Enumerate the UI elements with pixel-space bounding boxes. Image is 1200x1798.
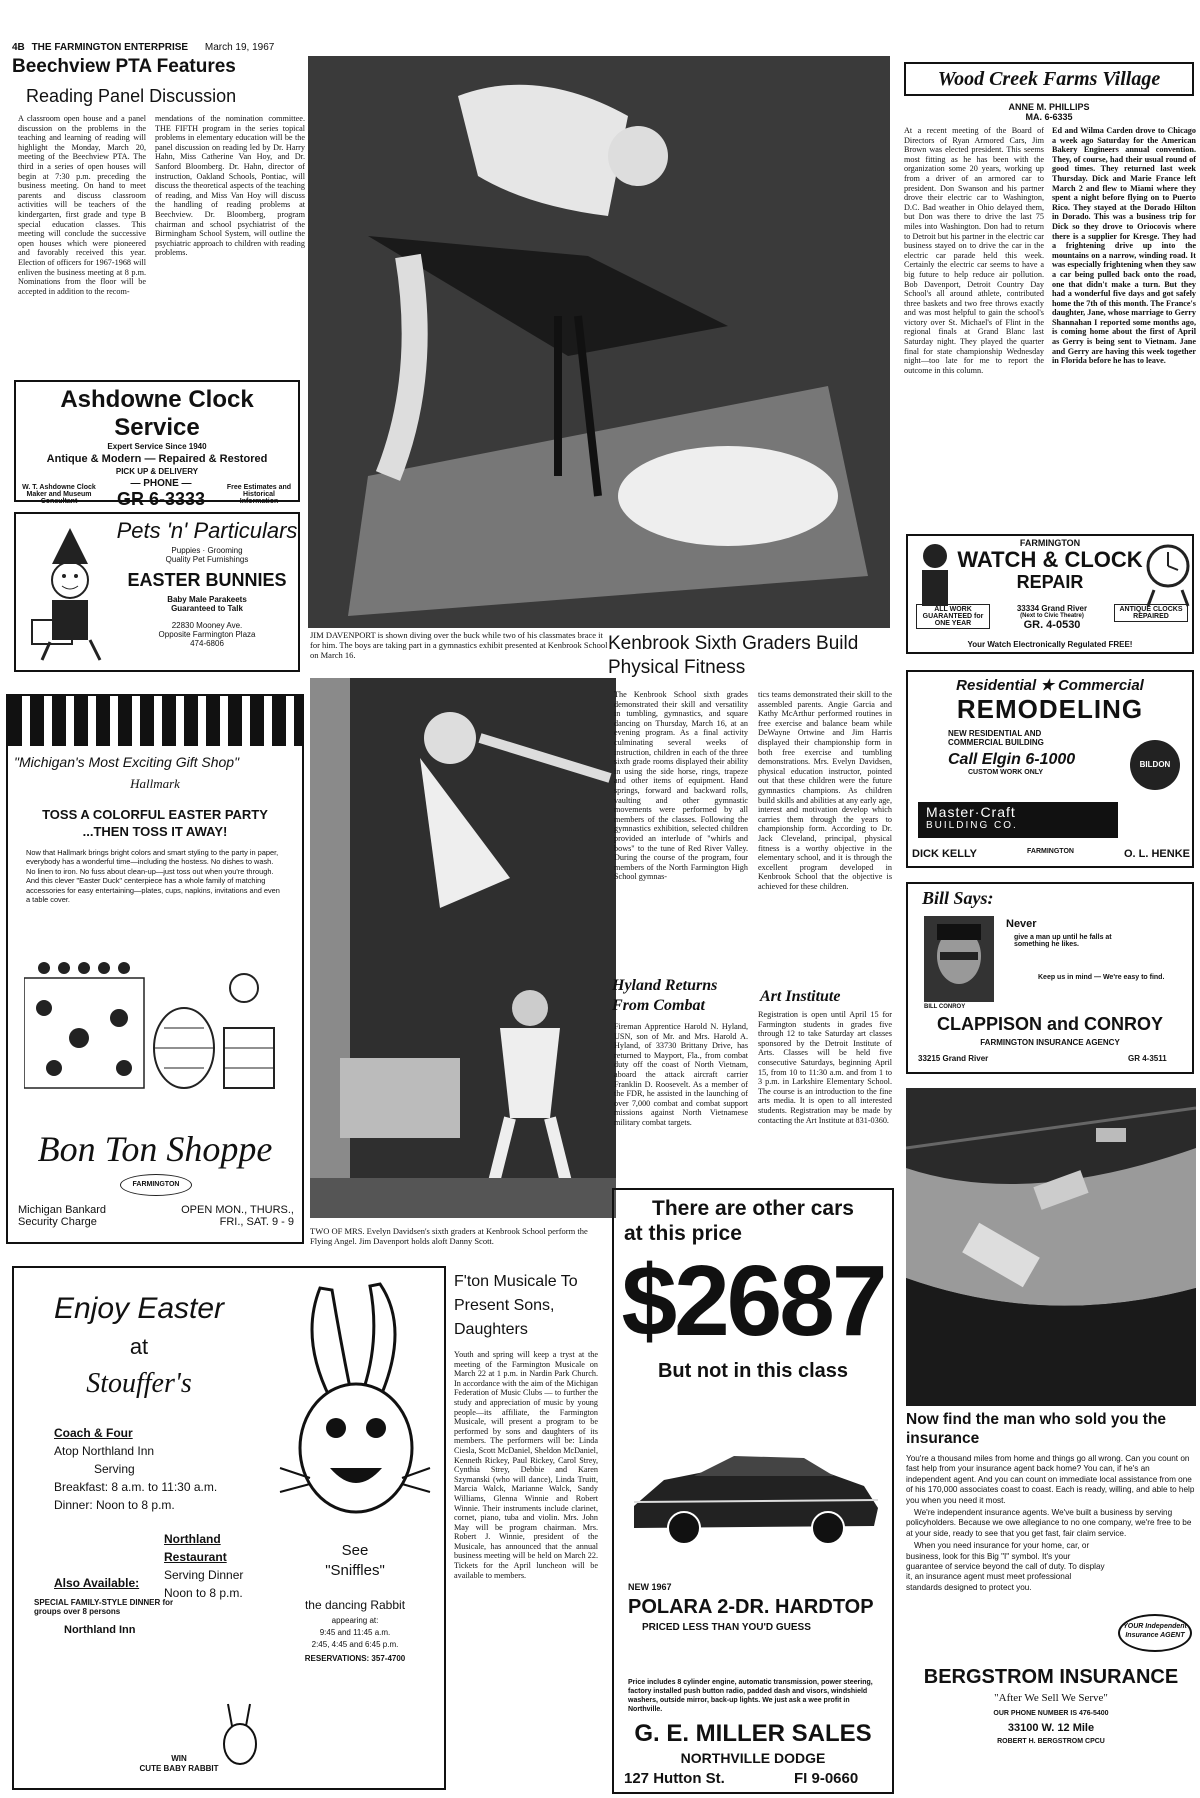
miller-addr: 127 Hutton St. bbox=[624, 1770, 725, 1787]
rabbit-illustration bbox=[270, 1278, 440, 1538]
masthead bbox=[12, 42, 274, 53]
pta-article bbox=[12, 56, 302, 107]
see-label: See bbox=[341, 1542, 369, 1559]
appearing-times-2: 2:45, 4:45 and 6:45 p.m. bbox=[311, 1640, 399, 1649]
woodcreek-banner bbox=[904, 62, 1194, 96]
woodcreek-col-2: Ed and Wilma Carden drove to Chicago a week ago Saturday for the American Bakery Engineers annual convention. They, of course, had their usual round of good times. They returned last week Thursday. Dick and Marie France left March 2 and flew to Miami where they spent a night before flying on to Puerto Rico. They stayed at the Dorado Hilton in Dorado. This was a business trip for Dick so they drove to Oriocovis where there is a supplier for Kresge. They had a frightening drive up into the mountains on a narrow, winding road. It was especially frightening when they saw a car being pulled back onto the road, one that didn't make a turn. But they had a wonderful five days and got safely home the 7th of this month. The France's daughter, Jane, whose marriage to Gerry Shannahan I reported some months ago, is coming home about the first of April as Gerry is being sent to Vietnam. Jane and Gerry are having this week together in Florida before he has to leave. bbox=[1052, 126, 1196, 366]
pets-phone: 474-6806 bbox=[190, 639, 224, 648]
bill-quote-1: Never bbox=[1006, 918, 1037, 930]
dinner-hours: Dinner: Noon to 8 p.m. bbox=[54, 1498, 175, 1512]
bonton-shop-name: Bon Ton Shoppe bbox=[37, 1129, 273, 1169]
art-headline: Art Institute bbox=[760, 988, 841, 1005]
clappison-ad bbox=[906, 882, 1194, 1074]
bill-quote-2: give a man up until he falls at something he likes. bbox=[1014, 934, 1112, 948]
gymnastics-photo-1 bbox=[308, 56, 890, 628]
kenbrook-col-2: tics teams demonstrated their skill to the assembled parents. Angie Garcia and Kathy McArthur performed routines in free exercise and balance beam while DeWayne Ortwine and Jim Harris displayed their championship form in both free exercise and tumbling demonstrations. Mrs. Evelyn Davidsen, physical education instructor, pointed out that these children were the future gymnastics champions. As children build skills and abilities at any early age, interest and motivation develop which carries them through the years to championship form. According to Dr. Jack Cleveland, principal, physical fitness is a worthy objective in the elementary school, and it is through the excellent program developed in Kenbrook School that the objective is achieved for these children. bbox=[758, 690, 892, 891]
ashdowne-ad bbox=[14, 380, 300, 509]
woodcreek-col-1: At a recent meeting of the Board of Directors of Ryan Armored Cars, Jim Brown was elected president. This seems most fitting as he has been with the organization some 20 years, working up from a driver of an armored car to president. Don Swanson and his partner drove their electric car to Washington, D.C. Bad weather in Ohio delayed them, but Don was there to drive the last 75 miles into Washington. Don had to return to Detroit but his partner in the electric car business stayed on to drive the car in the electric car parade held this week. Certainly the electric car seems to have a big future to help reduce air pollution. Bob Davenport, Detroit Country Day School's all around athlete, contributed three baskets and two free throws exactly and was most helpful to gain the school's victory over St. Michael's of Flint in the regional finals at Grand Blanc last Saturday night. They played the quarter final for state championship Wednesday night—too late for me to report the outcome in this column. bbox=[904, 126, 1044, 375]
kenbrook-col-1: The Kenbrook School sixth grades demonstrated their skill and versatility in tumbling, gymnastics, and square dancing on Thursday, March 16, at an evening program. As a final activity culminating several weeks of instruction, children in each of the three sixth grade rooms displayed their ability in using the side horse, rings, trapeze and other items of equipment. Hand springs, forward and backward rolls, vaulting and other gymnastic movements were performed by all members of the classes. Following the gymnastics exhibition, selected children provided an interlude of "whirls and bows" to the tune of Red River Valley. During the course of the program, four members of the North Farmington High School gymnas- bbox=[614, 690, 748, 882]
remodel-custom: CUSTOM WORK ONLY bbox=[968, 769, 1044, 776]
bergstrom-headline: Now find the man who sold you the insurance bbox=[906, 1411, 1167, 1447]
independent-agent-badge: YOUR Independent Insurance AGENT bbox=[1118, 1614, 1192, 1652]
woodcreek-phone: MA. 6-6335 bbox=[1025, 112, 1073, 122]
accident-photo bbox=[906, 1088, 1196, 1406]
bergstrom-slogan: "After We Sell We Serve" bbox=[994, 1692, 1108, 1704]
remodel-farmington: FARMINGTON bbox=[1027, 848, 1074, 855]
watch-antique: ANTIQUE CLOCKS REPAIRED bbox=[1114, 604, 1188, 622]
ashdowne-phone-label: — PHONE — bbox=[130, 478, 192, 489]
bergstrom-ad bbox=[906, 1410, 1196, 1794]
kenbrook-headline: Kenbrook Sixth Graders Build Physical Fitness bbox=[608, 633, 859, 678]
woodcreek-byline bbox=[904, 102, 1194, 122]
miller-head-2: at this price bbox=[624, 1222, 742, 1245]
remodel-line2: COMMERCIAL BUILDING bbox=[948, 738, 1044, 747]
miller-model: POLARA 2-DR. HARDTOP bbox=[628, 1596, 874, 1618]
hyland-body: Fireman Apprentice Harold N. Hyland, USN, son of Mr. and Mrs. Harold A. Hyland, of 33730 Brittany Drive, has returned to Mayport, Fla., from combat duty off the coast of North Vietnam, aboard the attack aircraft carrier Franklin D. Roosevelt. As a member of the FDR, he assisted in the launching of over 7,000 combat and combat support missions against North Vietnamese military combat targets. bbox=[614, 1022, 748, 1127]
page-number: 4B bbox=[12, 42, 25, 53]
mastercraft-name: Master·Craft bbox=[926, 804, 1016, 820]
gymnastics-photo-2 bbox=[310, 678, 616, 1218]
pets-name: Pets 'n' Particulars bbox=[116, 518, 298, 543]
pta-subheadline: Reading Panel Discussion bbox=[26, 86, 237, 106]
clappison-phone: GR 4-3511 bbox=[1128, 1054, 1167, 1063]
ashdowne-phone: GR 6-3333 bbox=[116, 489, 206, 509]
stouffers-title-3: Stouffer's bbox=[86, 1368, 192, 1399]
bergstrom-body-2: We're independent insurance agents. We've built a business by serving policyholders. Because we owe allegiance to no one company, we're free to be at your side, ready to see that you get fast, fair claim service. bbox=[906, 1508, 1192, 1538]
watch-repair-ad bbox=[906, 534, 1194, 654]
coach-four: Coach & Four bbox=[54, 1426, 133, 1440]
musicale-headline: F'ton Musicale To Present Sons, Daughters bbox=[454, 1273, 578, 1338]
woodcreek-author: ANNE M. PHILLIPS bbox=[1008, 102, 1090, 112]
also-available: Also Available: bbox=[54, 1576, 140, 1590]
watch-sub: REPAIR bbox=[1016, 572, 1084, 592]
pets-ad bbox=[14, 512, 300, 672]
ashdowne-owner: W. T. Ashdowne Clock Maker and Museum Consultant bbox=[22, 483, 96, 505]
bergstrom-body-3: When you need insurance for your home, car, or business, look for this Big "I" symbol. It's your guarantee of service beyond the call of duty. To display it, an insurance agent must meet professional standards designed to protect you. bbox=[906, 1541, 1105, 1592]
pets-line1: Baby Male Parakeets bbox=[167, 595, 247, 604]
remodel-henke: O. L. HENKE bbox=[1123, 848, 1190, 860]
clappison-sub: FARMINGTON INSURANCE AGENCY bbox=[980, 1038, 1120, 1047]
bill-quote-3: Keep us in mind — We're easy to find. bbox=[1038, 974, 1165, 981]
remodel-kelly: DICK KELLY bbox=[912, 848, 977, 860]
pta-col-1: A classroom open house and a panel discussion on the problems in the teaching and learning of reading will highlight the Monday, March 20, meeting of the Beechview PTA. The third in a series of open houses will begin at 7:30 p.m. preceding the business meeting. On hand to meet parents and discuss classroom activities will be teachers of the kindergarten, first grade and type B special education classes. This meeting will conclude the successive open houses which were pioneered and favorably received this year. Election of officers for 1967-1968 will enliven the business meeting at 8 p.m. Nominations from the floor will be accepted in addition to the recom- bbox=[18, 114, 146, 296]
stouffers-menu bbox=[54, 1424, 264, 1514]
party-illustration bbox=[24, 958, 288, 1108]
remodel-call: Call Elgin 6-1000 bbox=[948, 751, 1076, 768]
photo-1-caption: JIM DAVENPORT is shown diving over the buck while two of his classmates brace it for him. The boys are taking part in a gymnastics exhibit presented at Kenbrook School on March 16. bbox=[310, 630, 608, 660]
bonton-badge: FARMINGTON bbox=[120, 1174, 192, 1196]
remodeling-ad bbox=[906, 670, 1194, 868]
bill-title: Bill Says: bbox=[922, 888, 994, 908]
win-label: WIN bbox=[171, 1754, 187, 1763]
remodel-top: Residential ★ Commercial bbox=[956, 677, 1144, 694]
ashdowne-since: Expert Service Since 1940 bbox=[107, 442, 207, 451]
watch-phone: GR. 4-0530 bbox=[1023, 619, 1081, 631]
musicale-body: Youth and spring will keep a tryst at the meeting of the Farmington Musicale on March 22 at 1 p.m. in Nardin Park Church. In accordance with the aim of the Michigan Federation of Music Clubs — to further the study and appreciation of music by young people—its affiliate, the Farmington Musicale, will present a program to be performed by sons and daughters of its members. The performers will be: Linda Ciesla, Scott McDaniel, Sheldon McDaniel, Kenneth Rickey, Paul Rickey, Carol Strey, Cynthia Strey, Debbie and Karen Szymanski (who will dance), Linda Truitt, Marcia Walck, Marianne Walck, Sandy Williams, Glenna Winnie and Robert Winnie. Their instruments include clarinet, cornet, piano, tuba and violin. Mrs. John May will be program chairman. Mrs. Robert J. Winnie, president of the Musicale, has announced that the annual business meeting will be held on March 22. Tickets for the April luncheon will be available to members. bbox=[454, 1350, 598, 1580]
pta-col-2: mendations of the nomination committee. THE FIFTH program in the series topical problems in elementary education will be the panel discussion on reading led by Dr. Harry Hahn, Miss Catherine Van Hoy, and Dr. Sanford Bloomberg. Dr. Hahn, director of instruction, Oakland Schools, Pontiac, will discuss the theoretical aspects of the teaching of reading, and Miss Van Hoy will discuss the handling of reading problems at Beechview. Dr. Bloomberg, program chairman and school psychiatrist of the Birmingham School System, will outline the psychiatric approach to children with reading problems. bbox=[155, 114, 305, 258]
woodcreek-title: Wood Creek Farms Village bbox=[937, 68, 1161, 90]
bonton-headline: TOSS A COLORFUL EASTER PARTY ...THEN TOSS IT AWAY! bbox=[42, 807, 268, 839]
photo-1-image bbox=[308, 56, 890, 628]
miller-new: NEW 1967 bbox=[628, 1582, 672, 1592]
bill-signature: BILL CONROY bbox=[924, 1004, 966, 1010]
photo-2-image bbox=[310, 678, 616, 1218]
bonton-bankard: Michigan Bankard bbox=[18, 1204, 107, 1216]
bergstrom-name: BERGSTROM INSURANCE bbox=[923, 1666, 1179, 1688]
cute-rabbit: CUTE BABY RABBIT bbox=[139, 1764, 219, 1773]
bonton-security: Security Charge bbox=[18, 1216, 97, 1228]
remodel-line1: NEW RESIDENTIAL AND bbox=[948, 729, 1042, 738]
bergstrom-owner: ROBERT H. BERGSTROM CPCU bbox=[997, 1738, 1105, 1745]
pets-headline: EASTER BUNNIES bbox=[127, 570, 287, 590]
bonton-right bbox=[160, 1204, 294, 1228]
noon-hours: Noon to 8 p.m. bbox=[164, 1586, 243, 1600]
reservations: RESERVATIONS: 357-4700 bbox=[304, 1654, 406, 1663]
clappison-name: CLAPPISON and CONROY bbox=[936, 1014, 1164, 1034]
serving-label: Serving bbox=[94, 1462, 135, 1476]
miller-priced: PRICED LESS THAN YOU'D GUESS bbox=[642, 1622, 811, 1633]
pets-sub2: Quality Pet Furnishings bbox=[165, 555, 249, 564]
bildon-badge: BILDON bbox=[1130, 740, 1180, 790]
ashdowne-estimates: Free Estimates and Historical Information bbox=[226, 483, 292, 505]
bonton-hours1: OPEN MON., THURS., bbox=[181, 1204, 294, 1216]
stouffers-title-2: at bbox=[129, 1334, 149, 1359]
bergstrom-addr: 33100 W. 12 Mile bbox=[1007, 1722, 1095, 1734]
pets-addr1: 22830 Mooney Ave. bbox=[171, 621, 243, 630]
mastercraft-sub: BUILDING CO. bbox=[926, 820, 1018, 831]
elf-illustration bbox=[22, 524, 118, 664]
special-dinner: SPECIAL FAMILY-STYLE DINNER for groups over 8 persons bbox=[34, 1598, 174, 1616]
art-body: Registration is open until April 15 for Farmington students in grades five through 12 to take Saturday art classes sponsored by the Detroit Institute of Arts. Classes will be held five consecutive Saturdays, beginning April 15, from 10 to 11:30 a.m. and from 1 to 3 p.m. in Larkshire Elementary School. The course is an introduction to the fine arts media. It is open to all interested students. Registration may be made by contacting the Art Institute at 831-0360. bbox=[758, 1010, 892, 1125]
ashdowne-pickup: PICK UP & DELIVERY bbox=[115, 467, 199, 476]
northland-restaurant bbox=[164, 1530, 284, 1602]
bill-portrait bbox=[924, 916, 994, 1002]
accident-image bbox=[906, 1088, 1196, 1406]
photo-2-caption: TWO OF MRS. Evelyn Davidsen's sixth graders at Kenbrook School perform the Flying Angel. Jim Davenport holds aloft Danny Scott. bbox=[310, 1226, 588, 1246]
remodel-name: REMODELING bbox=[956, 694, 1144, 724]
serving-dinner: Serving Dinner bbox=[164, 1568, 244, 1582]
mastercraft-bar bbox=[918, 802, 1118, 838]
clappison-addr: 33215 Grand River bbox=[918, 1054, 989, 1063]
miller-dodge: NORTHVILLE DODGE bbox=[680, 1750, 826, 1766]
pets-sub1: Puppies · Grooming bbox=[171, 546, 243, 555]
watch-addr2: (Next to Civic Theatre) bbox=[1020, 613, 1084, 619]
sniffles-name: "Sniffles" bbox=[325, 1562, 385, 1579]
issue-date: March 19, 1967 bbox=[204, 42, 275, 53]
stouffers-title-1: Enjoy Easter bbox=[53, 1292, 225, 1325]
dancing-rabbit: the dancing Rabbit bbox=[304, 1598, 406, 1612]
miller-price: $2687 bbox=[621, 1245, 885, 1357]
pets-line2: Guaranteed to Talk bbox=[171, 604, 243, 613]
bonton-hours2: FRI., SAT. 9 - 9 bbox=[219, 1216, 294, 1228]
hyland-headline: Hyland Returns From Combat bbox=[612, 977, 718, 1014]
northland-inn: Northland Inn bbox=[64, 1624, 136, 1636]
ashdowne-line: Antique & Modern — Repaired & Restored bbox=[46, 453, 268, 465]
hallmark-brand: Hallmark bbox=[130, 776, 180, 791]
appearing-times-1: 9:45 and 11:45 a.m. bbox=[319, 1628, 391, 1637]
watch-guarantee: ALL WORK GUARANTEED for ONE YEAR bbox=[916, 604, 990, 629]
stouffers-ad bbox=[12, 1266, 446, 1790]
man-icon bbox=[912, 540, 958, 610]
clock-icon bbox=[1144, 540, 1192, 610]
miller-phone: FI 9-0660 bbox=[794, 1770, 859, 1787]
polara-car-illustration bbox=[624, 1436, 884, 1556]
miller-head-1: There are other cars bbox=[652, 1197, 854, 1220]
remodel-footer bbox=[912, 848, 1190, 860]
miller-dealer: G. E. MILLER SALES bbox=[634, 1720, 872, 1747]
paper-name: THE FARMINGTON ENTERPRISE bbox=[31, 42, 189, 53]
watch-top: FARMINGTON bbox=[1019, 538, 1081, 548]
watch-addr1: 33334 Grand River bbox=[1016, 604, 1088, 613]
stripe-banner bbox=[8, 696, 302, 746]
ashdowne-name: Ashdowne Clock Service bbox=[60, 386, 254, 441]
bonton-body: Now that Hallmark brings bright colors and smart styling to the party in paper, everybody has a wonderful time—including the hostess. No dishes to wash. No linen to iron. No fuss about clean-up—just toss out when you're through. And this clever "Easter Duck" centerpiece has a whole family of matching accessories for easy entertaining—plates, cups, napkins, invitations and even a table cover. bbox=[26, 848, 280, 905]
watch-name: WATCH & CLOCK bbox=[957, 547, 1143, 572]
appearing-label: appearing at: bbox=[331, 1616, 379, 1625]
miller-fine-print: Price includes 8 cylinder engine, automatic transmission, power steering, factory installed push button radio, padded dash and visors, windshield washers, outside mirror, back-up lights. We just ask a wee profit in Northville. bbox=[628, 1679, 873, 1713]
watch-address bbox=[998, 604, 1106, 631]
miller-ad bbox=[612, 1188, 894, 1794]
watch-footer: Your Watch Electronically Regulated FREE! bbox=[967, 640, 1133, 649]
breakfast-hours: Breakfast: 8 a.m. to 11:30 a.m. bbox=[54, 1480, 218, 1494]
pta-headline: Beechview PTA Features bbox=[12, 56, 236, 77]
bergstrom-body-1: You're a thousand miles from home and things go all wrong. Can you count on fast help from your insurance agent back home? You can, if he's an independent agent. And you can count on immediate local assistance from one of his 170,000 associates coast to coast. Each is ready, willing, and able to help you when you need it most. bbox=[906, 1454, 1195, 1505]
bonton-tagline: "Michigan's Most Exciting Gift Shop" bbox=[14, 754, 240, 770]
northland-name: Northland Restaurant bbox=[164, 1532, 227, 1564]
pets-addr2: Opposite Farmington Plaza bbox=[158, 630, 256, 639]
miller-sub: But not in this class bbox=[657, 1360, 849, 1382]
atop-northland: Atop Northland Inn bbox=[54, 1444, 155, 1458]
bonton-left bbox=[18, 1204, 106, 1228]
bergstrom-phone: OUR PHONE NUMBER IS 476-5400 bbox=[993, 1710, 1109, 1717]
bonton-ad bbox=[6, 694, 304, 1244]
